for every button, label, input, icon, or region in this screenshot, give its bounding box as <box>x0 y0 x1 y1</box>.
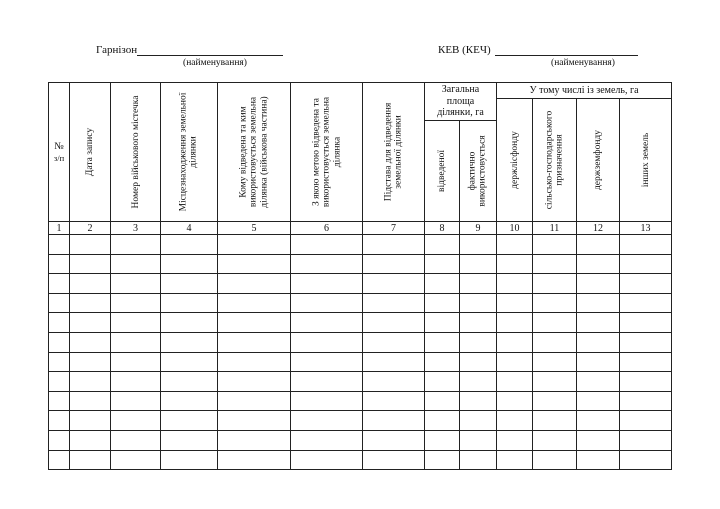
table-cell[interactable] <box>291 274 363 294</box>
table-cell[interactable] <box>425 293 460 313</box>
table-cell[interactable] <box>70 411 111 431</box>
table-cell[interactable] <box>161 235 218 255</box>
table-cell[interactable] <box>620 274 672 294</box>
table-cell[interactable] <box>49 411 70 431</box>
kev-field[interactable] <box>495 55 638 56</box>
table-cell[interactable] <box>577 391 620 411</box>
table-cell[interactable] <box>460 450 497 470</box>
column-number-cell: 4 <box>161 222 218 235</box>
table-cell[interactable] <box>218 352 291 372</box>
table-cell[interactable] <box>425 352 460 372</box>
table-cell[interactable] <box>497 411 533 431</box>
table-cell[interactable] <box>425 235 460 255</box>
column-numbers-row <box>49 222 672 235</box>
table-cell[interactable] <box>218 235 291 255</box>
table-cell[interactable] <box>111 313 161 333</box>
table-cell[interactable] <box>161 450 218 470</box>
land-registry-table <box>48 82 672 470</box>
area-group-header: Загальна площа ділянки, га <box>425 83 497 121</box>
table-cell[interactable] <box>533 254 577 274</box>
table-cell[interactable] <box>363 274 425 294</box>
table-cell[interactable] <box>291 372 363 392</box>
table-cell[interactable] <box>161 313 218 333</box>
garrison-field[interactable] <box>137 55 283 56</box>
table-cell[interactable] <box>49 372 70 392</box>
table-cell[interactable] <box>577 313 620 333</box>
column-number-cell: 12 <box>577 222 620 235</box>
table-cell[interactable] <box>460 372 497 392</box>
table-cell[interactable] <box>460 352 497 372</box>
table-row <box>49 352 672 372</box>
table-row <box>49 274 672 294</box>
column-number-cell: 3 <box>111 222 161 235</box>
table-cell[interactable] <box>460 254 497 274</box>
table-cell[interactable] <box>111 332 161 352</box>
table-cell[interactable] <box>533 411 577 431</box>
table-cell[interactable] <box>577 332 620 352</box>
table-cell[interactable] <box>533 430 577 450</box>
table-cell[interactable] <box>49 430 70 450</box>
table-cell[interactable] <box>577 235 620 255</box>
table-cell[interactable] <box>218 372 291 392</box>
table-cell[interactable] <box>70 430 111 450</box>
table-row <box>49 332 672 352</box>
col-location-header: Місцезнаходження земельної ділянки <box>161 83 218 222</box>
table-cell[interactable] <box>533 235 577 255</box>
table-cell[interactable] <box>49 254 70 274</box>
table-cell[interactable] <box>425 391 460 411</box>
table-cell[interactable] <box>49 293 70 313</box>
table-cell[interactable] <box>70 391 111 411</box>
col-purpose-header: З якою метою відведена та використовується земельна ділянка <box>291 83 363 222</box>
table-row <box>49 235 672 255</box>
table-cell[interactable] <box>620 332 672 352</box>
table-cell[interactable] <box>111 352 161 372</box>
table-cell[interactable] <box>291 430 363 450</box>
table-cell[interactable] <box>460 411 497 431</box>
lands-group-header: У тому числі із земель, га <box>497 83 672 99</box>
column-number-cell: 11 <box>533 222 577 235</box>
table-row <box>49 293 672 313</box>
table-cell[interactable] <box>363 254 425 274</box>
table-cell[interactable] <box>620 411 672 431</box>
table-cell[interactable] <box>49 391 70 411</box>
table-cell[interactable] <box>111 372 161 392</box>
table-cell[interactable] <box>161 411 218 431</box>
table-cell[interactable] <box>161 293 218 313</box>
table-cell[interactable] <box>161 332 218 352</box>
col-basis-header: Підстава для відведення земельної ділянки <box>363 83 425 222</box>
table-cell[interactable] <box>49 352 70 372</box>
table-cell[interactable] <box>497 254 533 274</box>
table-cell[interactable] <box>497 293 533 313</box>
column-number-cell: 13 <box>620 222 672 235</box>
table-cell[interactable] <box>218 254 291 274</box>
table-cell[interactable] <box>577 450 620 470</box>
table-cell[interactable] <box>70 372 111 392</box>
table-cell[interactable] <box>497 313 533 333</box>
table-cell[interactable] <box>161 352 218 372</box>
table-row <box>49 411 672 431</box>
table-cell[interactable] <box>620 293 672 313</box>
table-cell[interactable] <box>70 332 111 352</box>
table-cell[interactable] <box>363 450 425 470</box>
table-cell[interactable] <box>497 332 533 352</box>
table-cell[interactable] <box>425 450 460 470</box>
table-cell[interactable] <box>533 450 577 470</box>
column-number-cell: 2 <box>70 222 111 235</box>
table-cell[interactable] <box>161 430 218 450</box>
table-cell[interactable] <box>111 430 161 450</box>
table-cell[interactable] <box>363 391 425 411</box>
table-cell[interactable] <box>161 254 218 274</box>
column-number-cell: 7 <box>363 222 425 235</box>
table-cell[interactable] <box>363 332 425 352</box>
table-cell[interactable] <box>70 450 111 470</box>
kev-hint: (найменування) <box>551 58 615 68</box>
column-number-cell: 9 <box>460 222 497 235</box>
table-cell[interactable] <box>497 391 533 411</box>
table-cell[interactable] <box>218 450 291 470</box>
garrison-hint: (найменування) <box>183 58 247 68</box>
table-cell[interactable] <box>425 332 460 352</box>
table-cell[interactable] <box>161 274 218 294</box>
table-cell[interactable] <box>497 430 533 450</box>
table-cell[interactable] <box>291 450 363 470</box>
table-cell[interactable] <box>620 254 672 274</box>
table-cell[interactable] <box>533 332 577 352</box>
table-cell[interactable] <box>111 411 161 431</box>
table-cell[interactable] <box>460 391 497 411</box>
table-cell[interactable] <box>620 430 672 450</box>
table-cell[interactable] <box>161 391 218 411</box>
table-cell[interactable] <box>620 391 672 411</box>
table-cell[interactable] <box>460 313 497 333</box>
table-row <box>49 391 672 411</box>
col-camp-number-header: Номер військового містечка <box>111 83 161 222</box>
table-cell[interactable] <box>291 254 363 274</box>
table-cell[interactable] <box>363 430 425 450</box>
table-cell[interactable] <box>577 352 620 372</box>
kev-label: КЕВ (КЕЧ) <box>438 44 491 56</box>
table-cell[interactable] <box>460 274 497 294</box>
table-row <box>49 372 672 392</box>
table-cell[interactable] <box>497 372 533 392</box>
table-cell[interactable] <box>425 430 460 450</box>
col-forest-header: держлісфонду <box>497 99 533 222</box>
table-cell[interactable] <box>533 372 577 392</box>
table-cell[interactable] <box>577 254 620 274</box>
table-cell[interactable] <box>218 293 291 313</box>
table-cell[interactable] <box>111 235 161 255</box>
table-cell[interactable] <box>218 274 291 294</box>
table-row <box>49 313 672 333</box>
table-cell[interactable] <box>460 430 497 450</box>
table-cell[interactable] <box>111 391 161 411</box>
table-cell[interactable] <box>291 235 363 255</box>
table-row <box>49 254 672 274</box>
table-cell[interactable] <box>111 293 161 313</box>
garrison-label: Гарнізон <box>96 44 138 56</box>
table-cell[interactable] <box>425 313 460 333</box>
table-cell[interactable] <box>111 254 161 274</box>
col-agri-header: сільсько-господарського призначення <box>533 99 577 222</box>
col-stateland-header: держземфонду <box>577 99 620 222</box>
table-cell[interactable] <box>49 274 70 294</box>
table-cell[interactable] <box>111 274 161 294</box>
table-cell[interactable] <box>49 450 70 470</box>
table-cell[interactable] <box>363 411 425 431</box>
table-cell[interactable] <box>291 332 363 352</box>
table-cell[interactable] <box>218 313 291 333</box>
table-cell[interactable] <box>70 254 111 274</box>
table-cell[interactable] <box>363 235 425 255</box>
table-cell[interactable] <box>533 313 577 333</box>
table-cell[interactable] <box>363 372 425 392</box>
table-cell[interactable] <box>425 254 460 274</box>
column-number-cell: 10 <box>497 222 533 235</box>
table-cell[interactable] <box>620 372 672 392</box>
col-other-header: інших земель <box>620 99 672 222</box>
table-cell[interactable] <box>49 332 70 352</box>
table-cell[interactable] <box>291 391 363 411</box>
column-number-cell: 6 <box>291 222 363 235</box>
table-cell[interactable] <box>363 293 425 313</box>
table-row <box>49 430 672 450</box>
col-date-header: Дата запису <box>70 83 111 222</box>
table-cell[interactable] <box>497 235 533 255</box>
table-cell[interactable] <box>577 411 620 431</box>
table-cell[interactable] <box>425 274 460 294</box>
table-cell[interactable] <box>425 372 460 392</box>
table-cell[interactable] <box>363 352 425 372</box>
table-cell[interactable] <box>620 352 672 372</box>
table-cell[interactable] <box>363 313 425 333</box>
table-cell[interactable] <box>161 372 218 392</box>
table-cell[interactable] <box>533 391 577 411</box>
table-cell[interactable] <box>49 313 70 333</box>
table-cell[interactable] <box>620 235 672 255</box>
table-cell[interactable] <box>291 313 363 333</box>
table-cell[interactable] <box>49 235 70 255</box>
table-cell[interactable] <box>620 313 672 333</box>
table-cell[interactable] <box>533 274 577 294</box>
table-cell[interactable] <box>460 293 497 313</box>
column-number-cell: 8 <box>425 222 460 235</box>
table-cell[interactable] <box>533 293 577 313</box>
table-cell[interactable] <box>577 430 620 450</box>
table-cell[interactable] <box>460 332 497 352</box>
table-cell[interactable] <box>218 411 291 431</box>
table-cell[interactable] <box>577 274 620 294</box>
table-cell[interactable] <box>577 293 620 313</box>
table-cell[interactable] <box>577 372 620 392</box>
table-cell[interactable] <box>497 352 533 372</box>
table-cell[interactable] <box>218 391 291 411</box>
table-cell[interactable] <box>291 411 363 431</box>
table-cell[interactable] <box>497 274 533 294</box>
table-cell[interactable] <box>70 235 111 255</box>
table-cell[interactable] <box>70 313 111 333</box>
table-cell[interactable] <box>497 450 533 470</box>
col-actual-header: фактично використовується <box>460 121 497 222</box>
column-number-cell: 5 <box>218 222 291 235</box>
table-cell[interactable] <box>218 430 291 450</box>
col-number-header: № з/п <box>49 83 70 222</box>
table-cell[interactable] <box>291 352 363 372</box>
table-row <box>49 450 672 470</box>
table-cell[interactable] <box>533 352 577 372</box>
table-cell[interactable] <box>218 332 291 352</box>
col-allotted-header: відведеної <box>425 121 460 222</box>
column-number-cell: 1 <box>49 222 70 235</box>
table-cell[interactable] <box>460 235 497 255</box>
table-cell[interactable] <box>425 411 460 431</box>
table-cell[interactable] <box>70 274 111 294</box>
table-cell[interactable] <box>70 293 111 313</box>
col-user-header: Кому відведена та ким використовується земельна ділянка (військова частина) <box>218 83 291 222</box>
table-cell[interactable] <box>620 450 672 470</box>
table-cell[interactable] <box>291 293 363 313</box>
table-cell[interactable] <box>70 352 111 372</box>
table-cell[interactable] <box>111 450 161 470</box>
